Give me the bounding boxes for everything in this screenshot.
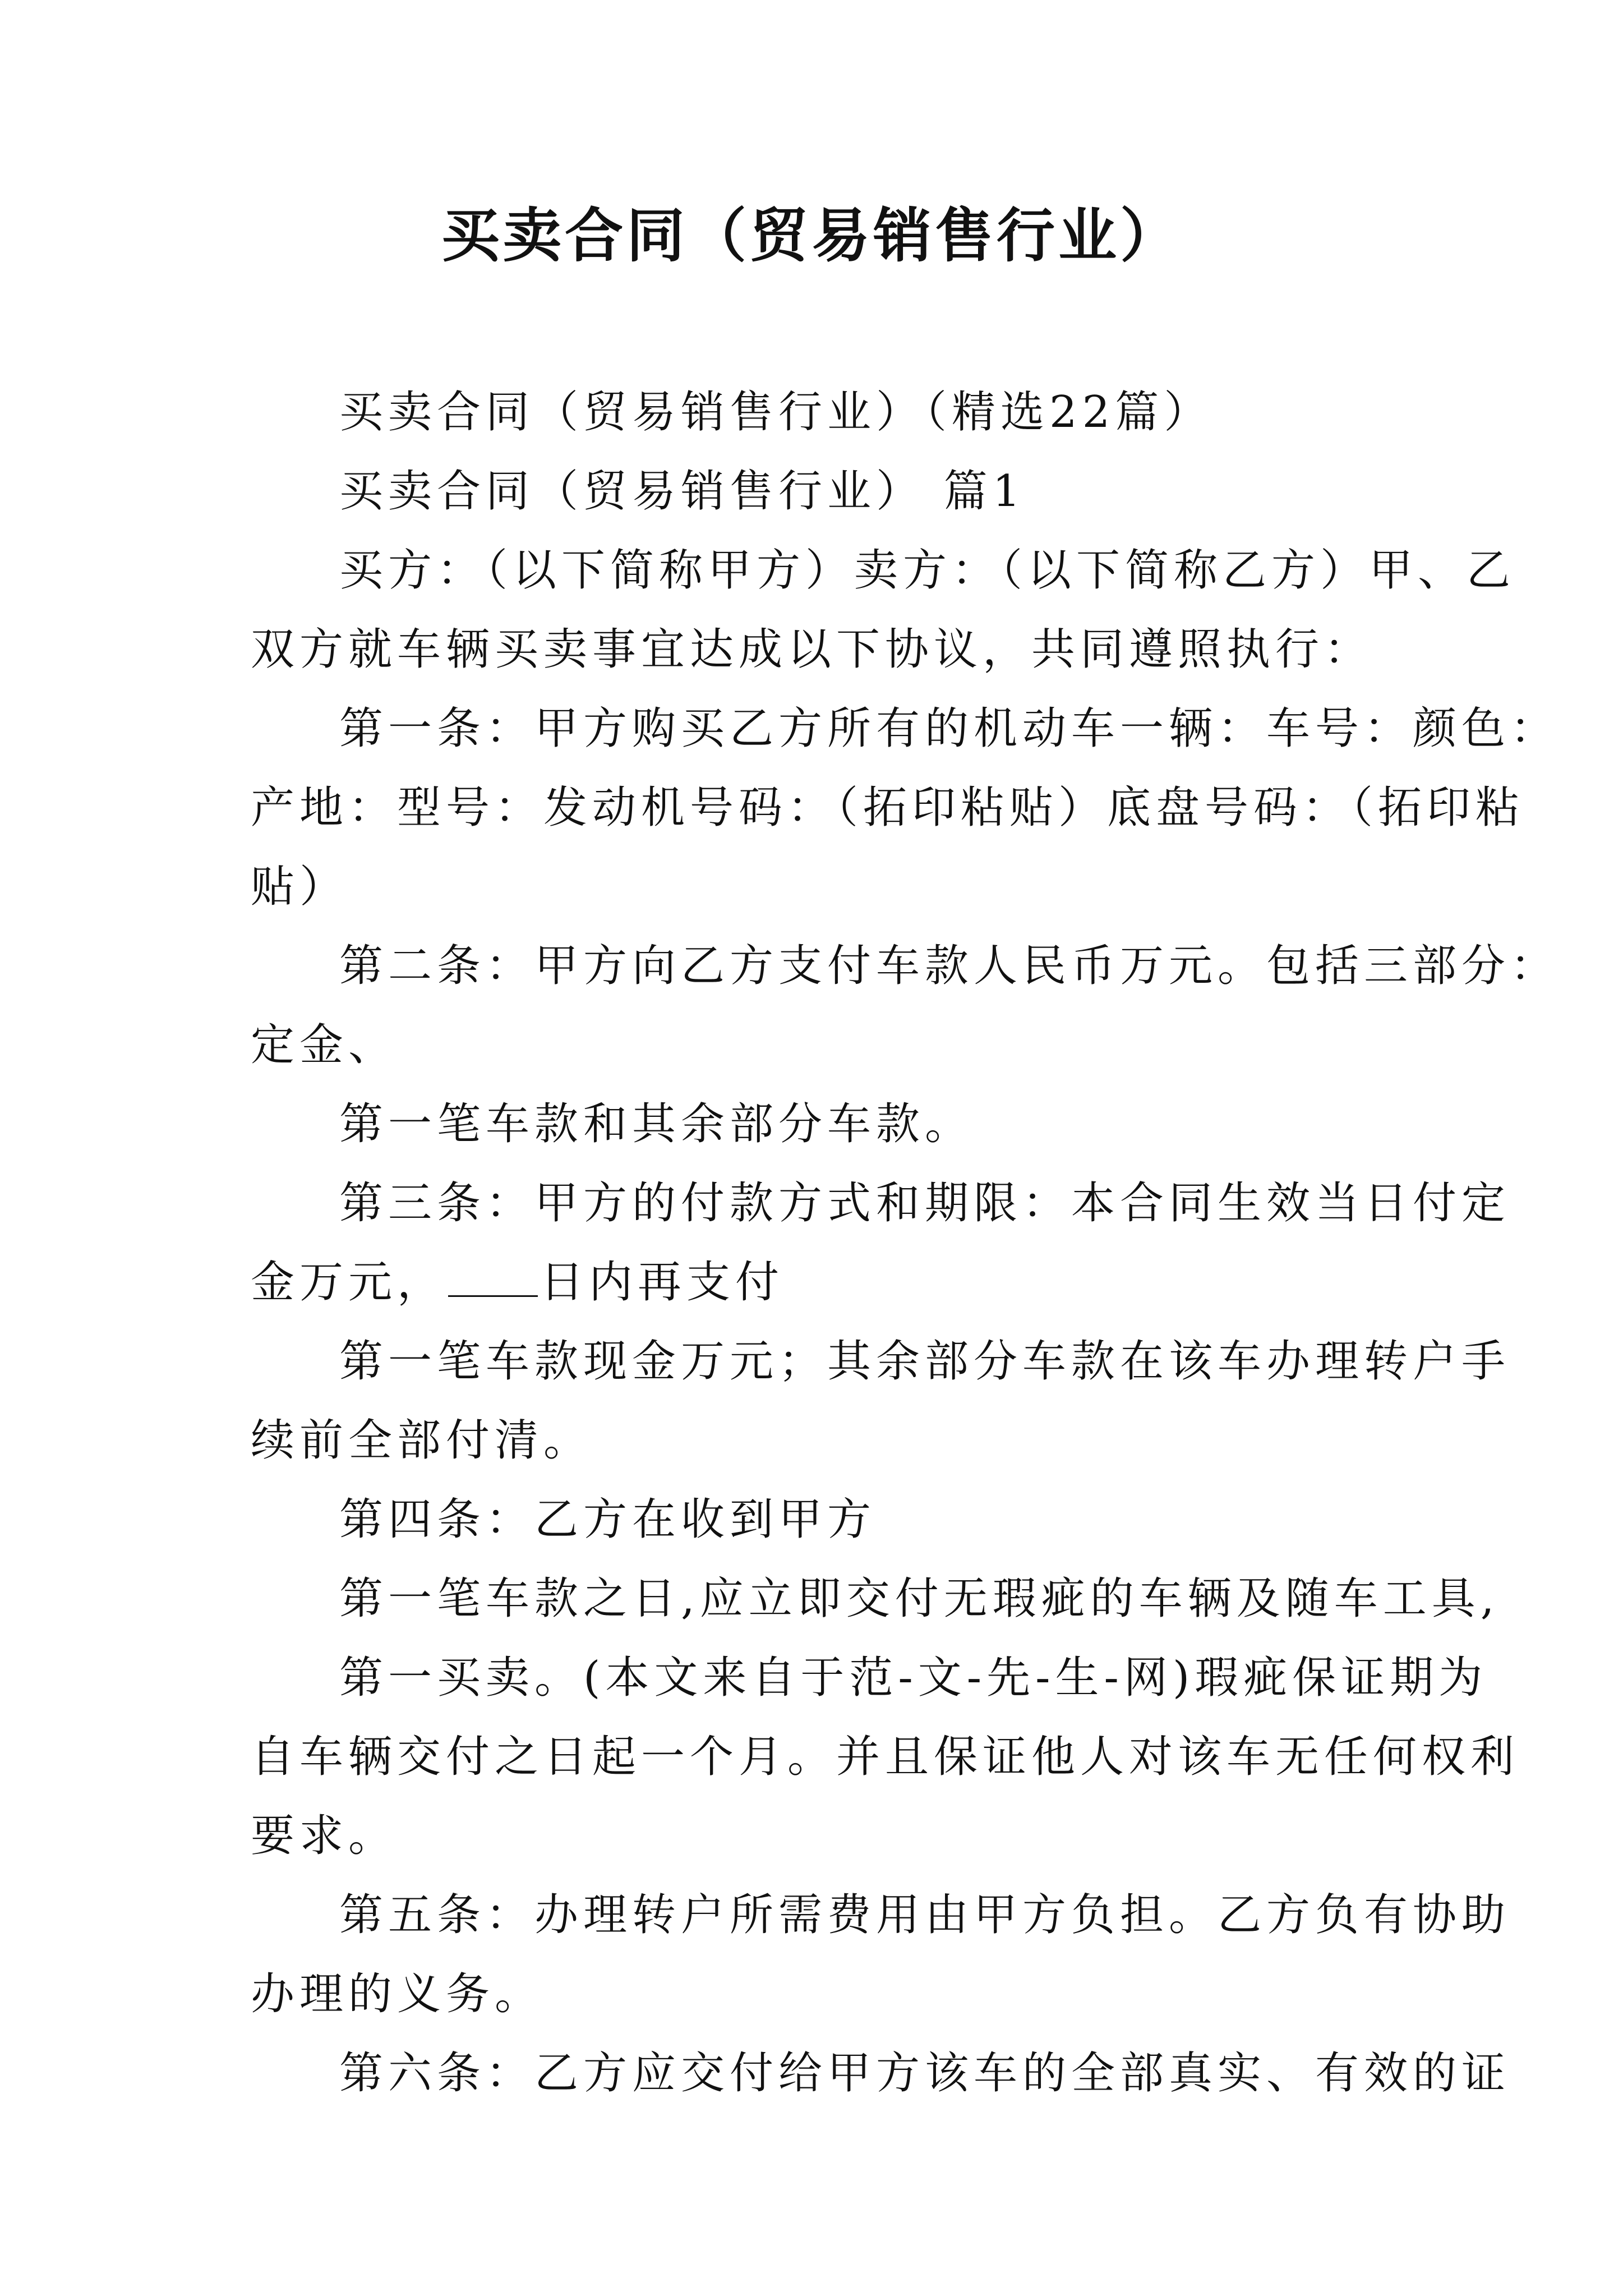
paragraph-line: 买方：（以下简称甲方）卖方：（以下简称乙方）甲、乙: [339, 545, 1516, 596]
paragraph-line: 买卖合同（贸易销售行业）（精选22篇）: [339, 387, 1213, 438]
paragraph-line: 第一买卖。(本文来自于范-文-先-生-网)瑕疵保证期为: [339, 1653, 1488, 1703]
paragraph-line: 要求。: [251, 1811, 398, 1861]
paragraph-line: 第四条：乙方在收到甲方: [339, 1494, 877, 1545]
paragraph-line: 定金、: [251, 1020, 398, 1070]
document-title: 买卖合同（贸易销售行业）: [441, 201, 1182, 270]
paragraph-line: 办理的义务。: [251, 1969, 544, 2019]
paragraph-line: 双方就车辆买卖事宜达成以下协议，共同遵照执行：: [251, 624, 1373, 675]
line-segment: 日内再支付: [540, 1257, 785, 1308]
paragraph-line: 第六条：乙方应交付给甲方该车的全部真实、有效的证: [339, 2048, 1511, 2099]
paragraph-line: 第一笔车款现金万元；其余部分车款在该车办理转户手: [339, 1336, 1511, 1387]
paragraph-line: 第一条：甲方购买乙方所有的机动车一辆：车号：颜色：: [339, 703, 1560, 754]
paragraph-line: 第五条：办理转户所需费用由甲方负担。乙方负有协助: [339, 1890, 1511, 1940]
paragraph-line: [251, 1243, 1384, 1322]
paragraph-line: 第一笔车款之日,应立即交付无瑕疵的车辆及随车工具,: [339, 1573, 1500, 1624]
line-segment: 金万元，: [251, 1257, 446, 1308]
paragraph-line: 自车辆交付之日起一个月。并且保证他人对该车无任何权利: [251, 1732, 1520, 1782]
paragraph-line: 第一笔车款和其余部分车款。: [339, 1099, 974, 1149]
paragraph-line: 产地：型号：发动机号码：（拓印粘贴）底盘号码：（拓印粘: [251, 783, 1525, 833]
paragraph-line: 第二条：甲方向乙方支付车款人民币万元。包括三部分：: [339, 941, 1560, 991]
document-body: [251, 373, 1560, 2113]
paragraph-line: 第三条：甲方的付款方式和期限：本合同生效当日付定: [339, 1178, 1511, 1228]
paragraph-line: 贴）: [251, 862, 349, 912]
fill-in-blank: [448, 1293, 538, 1297]
paragraph-line: 买卖合同（贸易销售行业） 篇1: [339, 466, 1026, 517]
paragraph-line: 续前全部付清。: [251, 1415, 593, 1466]
